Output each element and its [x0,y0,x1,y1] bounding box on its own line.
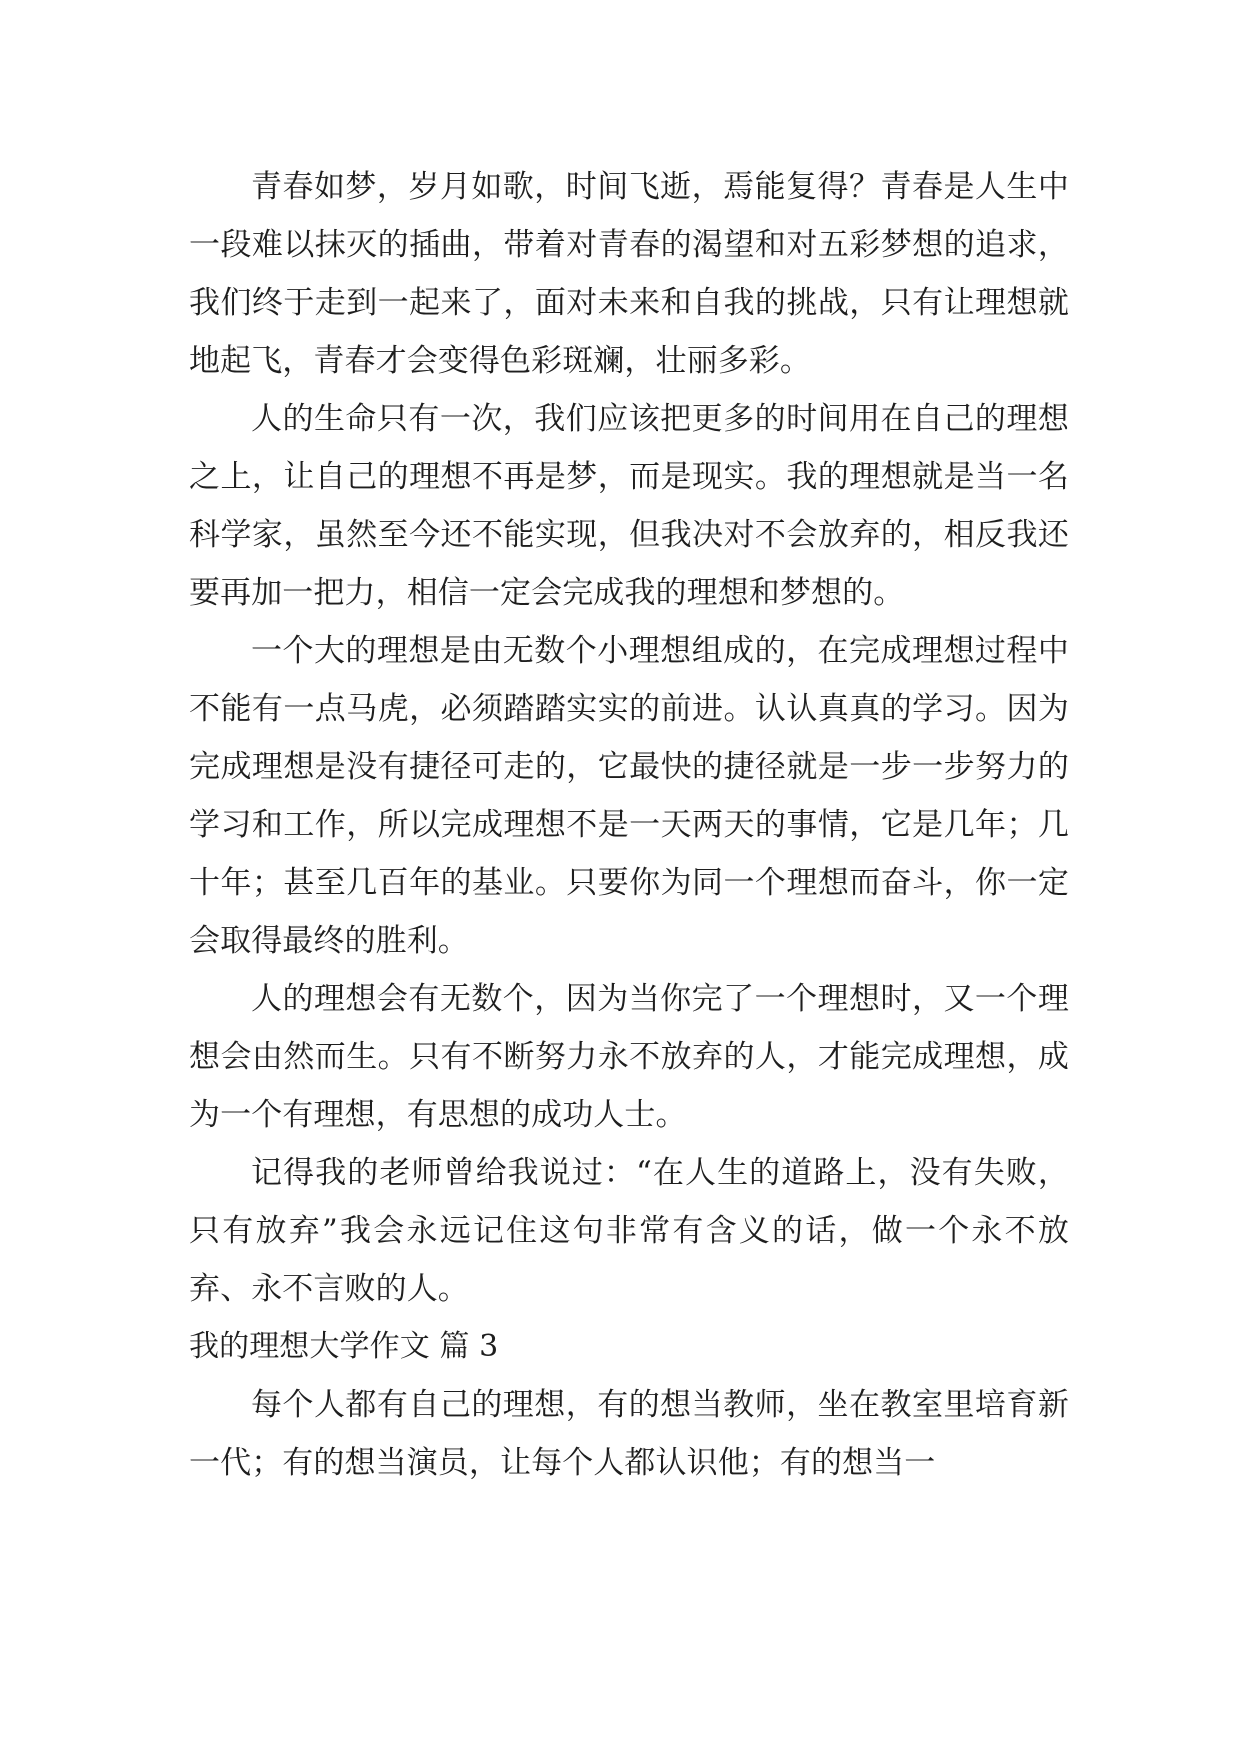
paragraph: 记得我的老师曾给我说过：“在人生的道路上，没有失败，只有放弃”我会永远记住这句非常有含义的话，做一个永不放弃、永不言败的人。 [189,1155,1069,1307]
paragraph: 人的理想会有无数个，因为当你完了一个理想时，又一个理想会由然而生。只有不断努力永不放弃的人，才能完成理想，成为一个有理想，有思想的成功人士。 [189,981,1069,1133]
paragraph: 一个大的理想是由无数个小理想组成的，在完成理想过程中不能有一点马虎，必须踏踏实实的前进。认认真真的学习。因为完成理想是没有捷径可走的，它最快的捷径就是一步一步努力的学习和工作，所以完成理想不是一天两天的事情，它是几年；几十年；甚至几百年的基业。只要你为同一个理想而奋斗，你一定会取得最终的胜利。 [189,633,1069,959]
paragraph: 青春如梦，岁月如歌，时间飞逝，焉能复得？青春是人生中一段难以抹灭的插曲，带着对青春的渴望和对五彩梦想的追求，我们终于走到一起来了，面对未来和自我的挑战，只有让理想就地起飞，青春才会变得色彩斑斓，壮丽多彩。 [189,169,1069,379]
section-heading: 我的理想大学作文 篇 3 [189,1329,499,1364]
document-body [189,158,1069,1492]
paragraph: 每个人都有自己的理想，有的想当教师，坐在教室里培育新一代；有的想当演员，让每个人都认识他；有的想当一 [189,1387,1069,1481]
paragraph: 人的生命只有一次，我们应该把更多的时间用在自己的理想之上，让自己的理想不再是梦，而是现实。我的理想就是当一名科学家，虽然至今还不能实现，但我决对不会放弃的，相反我还要再加一把力，相信一定会完成我的理想和梦想的。 [189,401,1069,611]
